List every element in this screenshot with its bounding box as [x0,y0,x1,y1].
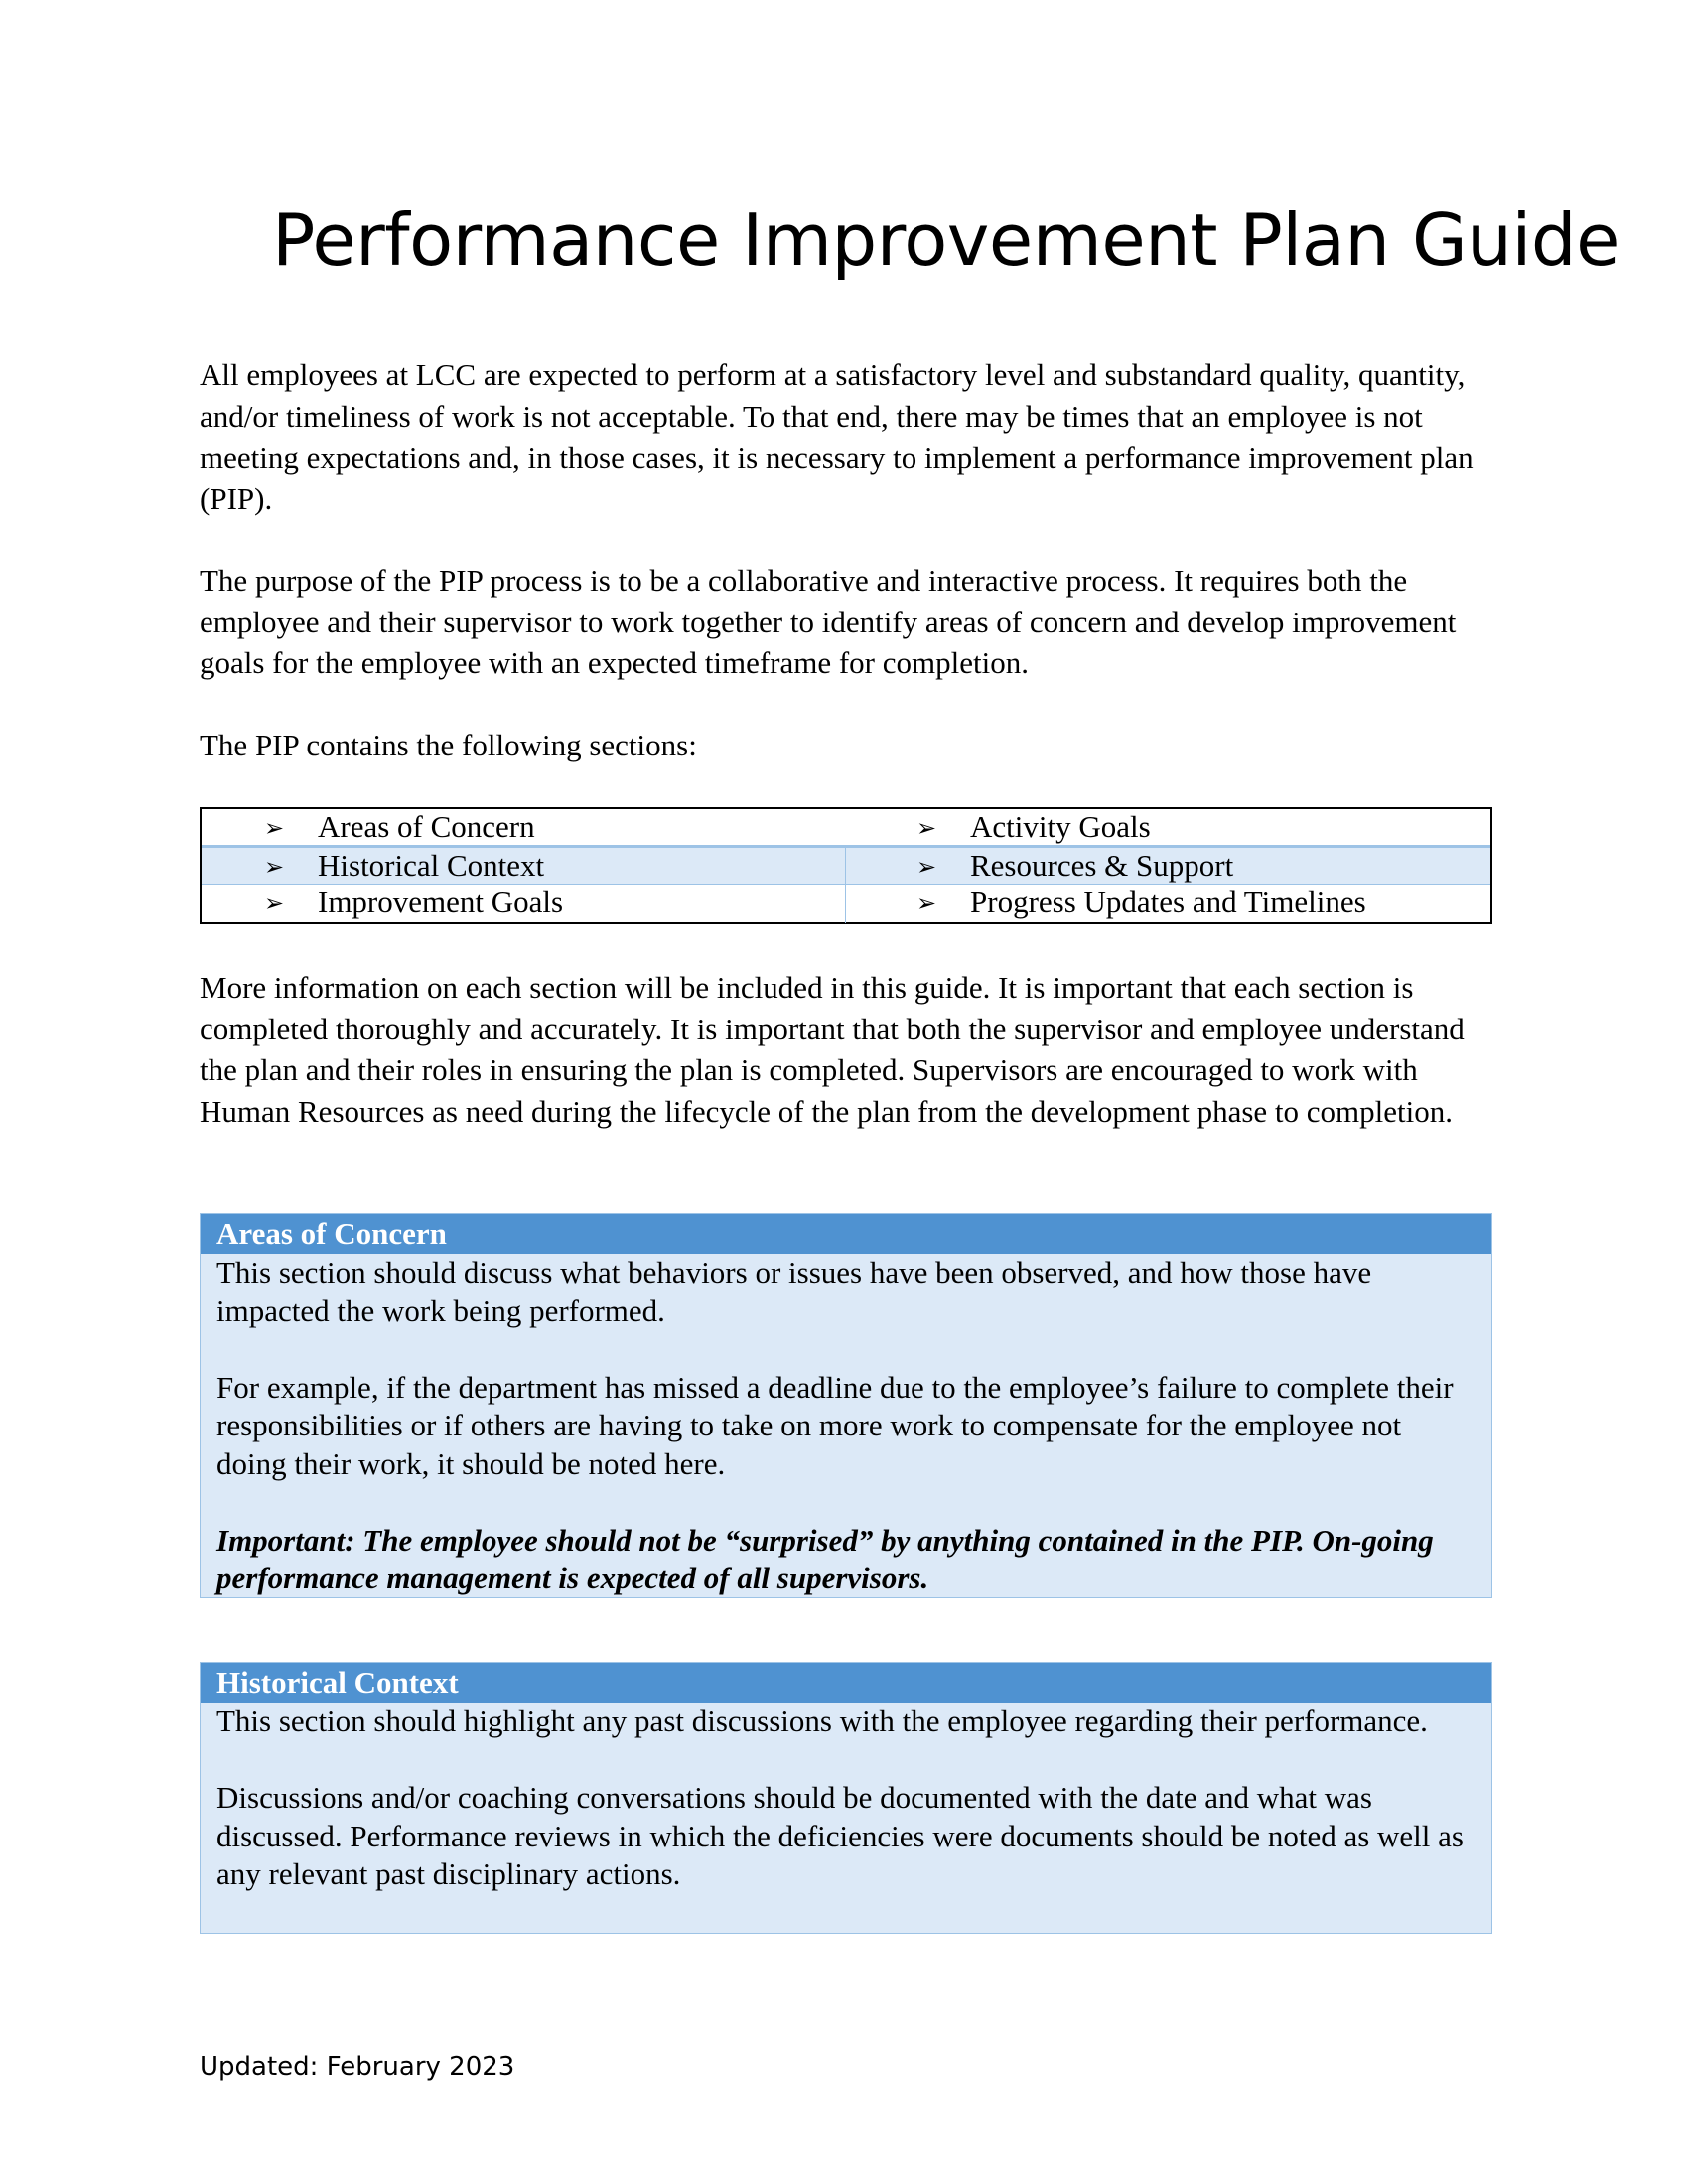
arrow-bullet-icon: ➢ [916,853,937,881]
sections-intro-paragraph: The PIP contains the following sections: [200,728,697,762]
section-item: Improvement Goals [318,885,564,919]
page-title: Performance Improvement Plan Guide [272,199,1619,282]
table-cell [846,809,1490,845]
intro-paragraph: All employees at LCC are expected to perform at a satisfactory level and substandard quality, quantity, and/or timeliness of work is not acceptable. To that end, there may be times that an employee is not meeting expectations and, in those cases, it is necessary to implement a performance improvement plan (PIP). [200,357,1474,516]
more-info-paragraph: More information on each section will be included in this guide. It is important that each section is completed thoroughly and accurately. It is important that both the supervisor and employee understand the plan and their roles in ensuring the plan is completed. Supervisors are encouraged to work with Human Resources as need during the lifecycle of the plan from the development phase to completion. [200,970,1465,1129]
historical-context-box [200,1662,1492,1934]
box-paragraph: Discussions and/or coaching conversations should be documented with the date and what was discussed. Performance reviews in which the deficiencies were documents should be noted as well as any relevant past disciplinary actions. [216,1780,1464,1891]
table-row [202,809,1490,848]
arrow-bullet-icon: ➢ [916,814,937,842]
arrow-bullet-icon: ➢ [916,889,937,917]
box-body [201,1703,1491,1894]
important-note: Important: The employee should not be “surprised” by anything contained in the PIP. On-going performance management is expected of all supervisors. [216,1522,1434,1595]
sections-table [200,807,1492,924]
table-cell [846,848,1490,884]
section-item: Progress Updates and Timelines [970,885,1366,919]
table-cell [202,809,846,845]
section-item: Activity Goals [970,809,1151,844]
arrow-bullet-icon: ➢ [264,853,285,881]
section-item: Resources & Support [970,848,1234,883]
table-row [202,884,1490,923]
box-heading: Areas of Concern [201,1214,1491,1254]
purpose-paragraph: The purpose of the PIP process is to be a collaborative and interactive process. It requires both the employee and their supervisor to work together to identify areas of concern and develop improvement goals for the employee with an expected timeframe for completion. [200,563,1457,680]
section-item: Areas of Concern [318,809,535,844]
updated-footer: Updated: February 2023 [200,2052,515,2082]
areas-of-concern-box [200,1213,1492,1598]
table-cell [202,848,846,884]
table-cell [202,885,846,923]
table-cell [846,885,1490,923]
box-heading: Historical Context [201,1663,1491,1703]
section-item: Historical Context [318,848,545,883]
arrow-bullet-icon: ➢ [264,889,285,917]
table-row [202,848,1490,884]
box-body [201,1254,1491,1598]
box-paragraph: For example, if the department has missed a deadline due to the employee’s failure to complete their responsibilities or if others are having to take on more work to compensate for the employee not doing their work, it should be noted here. [216,1369,1454,1481]
box-paragraph: This section should highlight any past discussions with the employee regarding their performance. [216,1704,1428,1738]
box-paragraph: This section should discuss what behaviors or issues have been observed, and how those have impacted the work being performed. [216,1255,1372,1328]
arrow-bullet-icon: ➢ [264,814,285,842]
